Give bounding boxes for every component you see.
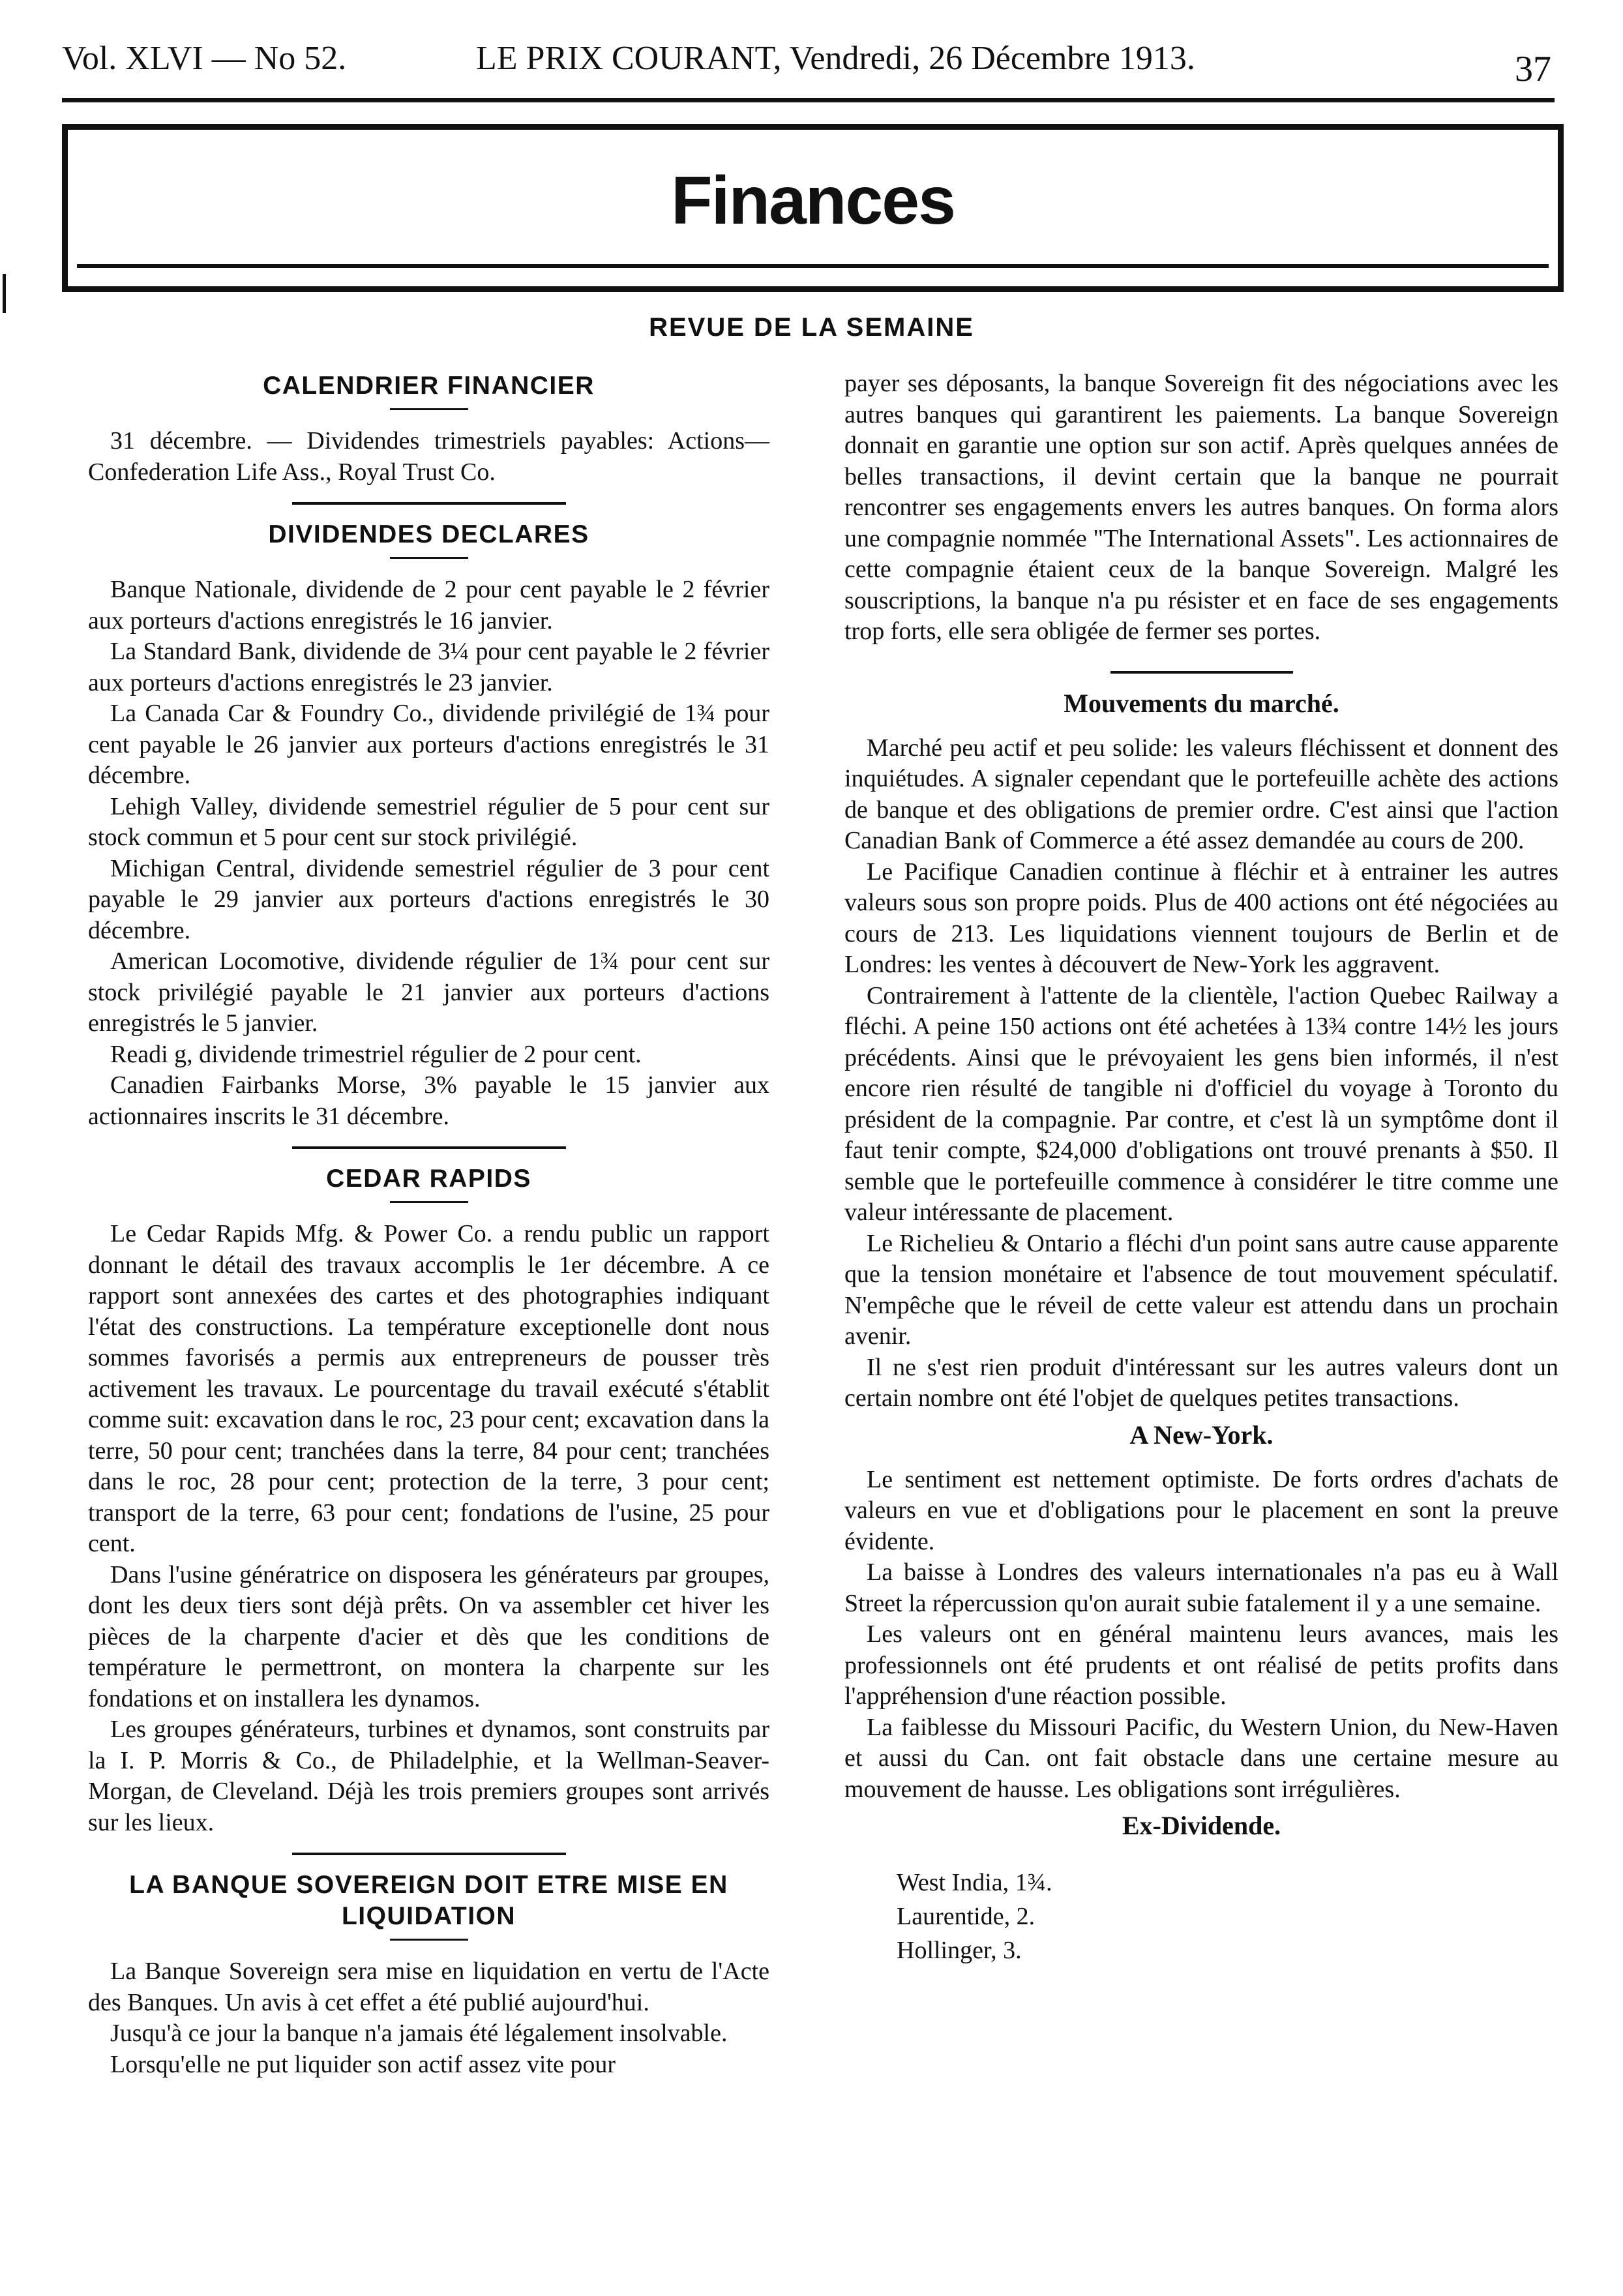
- mouvements-heading: Mouvements du marché.: [1064, 688, 1339, 718]
- spacer: [844, 724, 1558, 733]
- dividende-item: Banque Nationale, dividende de 2 pour cent payable le 2 février aux porteurs d'actions enregistrés le 16 janvier.: [88, 576, 769, 634]
- heading-rule: [390, 557, 468, 559]
- newspaper-title: LE PRIX COURANT, Vendredi, 26 Décembre 1913.: [476, 40, 1195, 77]
- dividende-item: Readi g, dividende trimestriel régulier de 2 pour cent.: [110, 1040, 642, 1068]
- cedar-paragraph: Les groupes générateurs, turbines et dynamos, sont construits par la I. P. Morris & Co., de Philadelphie, et la Wellman-Seaver-Morgan, de Cleveland. Déjà les trois premiers groupes sont arrivés sur les lieux.: [88, 1716, 769, 1836]
- dividende-item: Canadien Fairbanks Morse, 3% payable le 15 janvier aux actionnaires inscrits le 31 décembre.: [88, 1071, 769, 1130]
- dividende-item: American Locomotive, dividende régulier de 1¾ pour cent sur stock privilégié payable le 21 janvier aux porteurs d'actions enregistrés le 5 janvier.: [88, 947, 769, 1037]
- sovereign-paragraph: La Banque Sovereign sera mise en liquidation en vertu de l'Acte des Banques. Un avis à cet effet a été publié aujourd'hui.: [88, 1958, 769, 2016]
- exdividende-item: Laurentide, 2.: [897, 1903, 1035, 1930]
- spacer: [844, 1455, 1558, 1465]
- heading-rule: [390, 408, 468, 410]
- newyork-heading: A New-York.: [1129, 1420, 1273, 1450]
- section-divider: [292, 1853, 566, 1855]
- volume-label: Vol. XLVI — No 52.: [62, 40, 347, 77]
- heading-rule: [390, 1201, 468, 1203]
- dividende-item: Lehigh Valley, dividende semestriel régulier de 5 pour cent sur stock commun et 5 pour cent sur stock privilégié.: [88, 792, 769, 851]
- exdividende-item: West India, 1¾.: [897, 1869, 1052, 1896]
- banner-title: Finances: [671, 163, 955, 239]
- mouvements-paragraph: Marché peu actif et peu solide: les valeurs fléchissent et donnent des inquiétudes. A signaler cependant que le portefeuille achète des actions de banque et des obligations de premier ordre. C'est ainsi que l'action Canadian Bank of Commerce a été assez demandée au cours de 200.: [844, 734, 1558, 854]
- newyork-paragraph: Le sentiment est nettement optimiste. De forts ordres d'achats de valeurs en vue et d'obligations pour le placement en sont la preuve évidente.: [844, 1465, 1558, 1555]
- margin-mark: [3, 274, 6, 313]
- running-head: [62, 34, 1551, 89]
- sovereign-paragraph: Jusqu'à ce jour la banque n'a jamais été légalement insolvable.: [110, 2020, 728, 2047]
- exdividende-item: Hollinger, 3.: [897, 1937, 1022, 1964]
- section-divider: [292, 502, 566, 505]
- mouvements-paragraph: Le Pacifique Canadien continue à fléchir et à entrainer les autres valeurs sous son propre poids. Plus de 400 actions ont été négociées au cours de 213. Les liquidations viennent toujours de Berlin et de Londres: les ventes à découvert de New-York les aggravent.: [844, 857, 1558, 978]
- cedar-heading: CEDAR RAPIDS: [326, 1165, 531, 1193]
- dividende-item: La Standard Bank, dividende de 3¼ pour cent payable le 2 février aux porteurs d'actions enregistrés le 23 janvier.: [88, 638, 769, 696]
- dividendes-heading: DIVIDENDES DECLARES: [268, 520, 589, 548]
- spacer: [844, 1846, 1558, 1866]
- heading-rule: [390, 1939, 468, 1941]
- finances-banner: [62, 124, 1564, 292]
- mouvements-paragraph: Contrairement à l'attente de la clientèle, l'action Quebec Railway a fléchi. A peine 150 actions ont été achetées à 13¾ contre 14½ les jours précédents. Ainsi que le prévoyaient les gens bien informés, il n'est encore rien résulté de tangible ni d'officiel du voyage à Toronto du président de la compagnie. Par contre, et c'est là un symptôme dont il faut tenir compte, $24,000 d'obligations ont trouvé prenants à $50. Il semble que le portefeuille commence à considérer le titre comme une valeur intéressante de placement.: [844, 981, 1558, 1226]
- section-title: REVUE DE LA SEMAINE: [649, 313, 974, 342]
- newyork-paragraph: La baisse à Londres des valeurs internationales n'a pas eu à Wall Street la répercussion qu'on aurait subie fatalement il y a une semaine.: [844, 1558, 1558, 1617]
- newyork-paragraph: La faiblesse du Missouri Pacific, du Western Union, du New-Haven et aussi du Can. ont fait obstacle dans une certaine mesure au mouvement de hausse. Les obligations sont irrégulières.: [844, 1713, 1558, 1803]
- section-divider: [1110, 671, 1293, 674]
- calendrier-paragraph: 31 décembre. — Dividendes trimestriels payables: Actions—Confederation Life Ass., Royal Trust Co.: [88, 427, 769, 486]
- dividende-item: La Canada Car & Foundry Co., dividende privilégié de 1¾ pour cent payable le 26 janvier aux porteurs d'actions enregistrés le 31 décembre.: [88, 700, 769, 789]
- right-column: [844, 368, 1558, 1967]
- mouvements-paragraph: Le Richelieu & Ontario a fléchi d'un point sans autre cause apparente que la tension monétaire et l'absence de tout mouvement spéculatif. N'empêche que le réveil de cette valeur est attendu dans un prochain avenir.: [844, 1229, 1558, 1350]
- page-number: 37: [1515, 49, 1551, 89]
- sovereign-heading: LA BANQUE SOVEREIGN DOIT ETRE MISE EN LIQUIDATION: [129, 1871, 728, 1930]
- cedar-paragraph: Le Cedar Rapids Mfg. & Power Co. a rendu public un rapport donnant le détail des travaux accomplis le 1er décembre. A ce rapport sont annexées des cartes et des photographies indiquant l'état des constructions. La température exceptionelle dont nous sommes favorisés a permis aux entrepreneurs de pousser très activement les travaux. Le pourcentage du travail exécuté s'établit comme suit: excavation dans le roc, 23 pour cent; excavation dans la terre, 50 pour cent; tranchées dans la terre, 84 pour cent; tranchées dans le roc, 28 pour cent; protection de la terre, 3 pour cent; transport de la terre, 63 pour cent; fondations de l'usine, 25 pour cent.: [88, 1220, 769, 1557]
- mouvements-paragraph: Il ne s'est rien produit d'intéressant sur les autres valeurs dont un certain nombre ont été l'objet de quelques petites transactions.: [844, 1353, 1558, 1412]
- exdividende-heading: Ex-Dividende.: [1122, 1811, 1281, 1840]
- calendrier-heading: CALENDRIER FINANCIER: [263, 372, 595, 400]
- left-column: [88, 352, 769, 2080]
- section-divider: [292, 1146, 566, 1149]
- dividende-item: Michigan Central, dividende semestriel régulier de 3 pour cent payable le 29 janvier aux porteurs d'actions enregistrés le 30 décembre.: [88, 854, 769, 944]
- sovereign-continuation: payer ses déposants, la banque Sovereign fit des négociations avec les autres banques qui garantirent les paiements. La banque Sovereign donnait en garantie une option sur son actif. Après quelques années de belles transactions, il devint certain que la banque ne pourrait rencontrer ses engagements envers les autres banques. On forma alors une compagnie nommée "The International Assets". Les actionnaires de cette compagnie étaient ceux de la banque Sovereign. Malgré les souscriptions, la banque n'a pu résister et en face de ses engagements trop forts, elle sera obligée de fermer ses portes.: [844, 370, 1558, 645]
- newyork-paragraph: Les valeurs ont en général maintenu leurs avances, mais les professionnels ont été prudents et ont réalisé de petits profits dans l'appréhension d'une réaction possible.: [844, 1620, 1558, 1710]
- cedar-paragraph: Dans l'usine génératrice on disposera les générateurs par groupes, dont les deux tiers sont déjà prêts. On va assembler cet hiver les pièces de la charpente d'acier et dès que les conditions de température le permettront, on montera la charpente sur les fondations et on installera les dynamos.: [88, 1560, 769, 1712]
- header-rule: [62, 98, 1555, 102]
- sovereign-paragraph: Lorsqu'elle ne put liquider son actif assez vite pour: [110, 2050, 616, 2078]
